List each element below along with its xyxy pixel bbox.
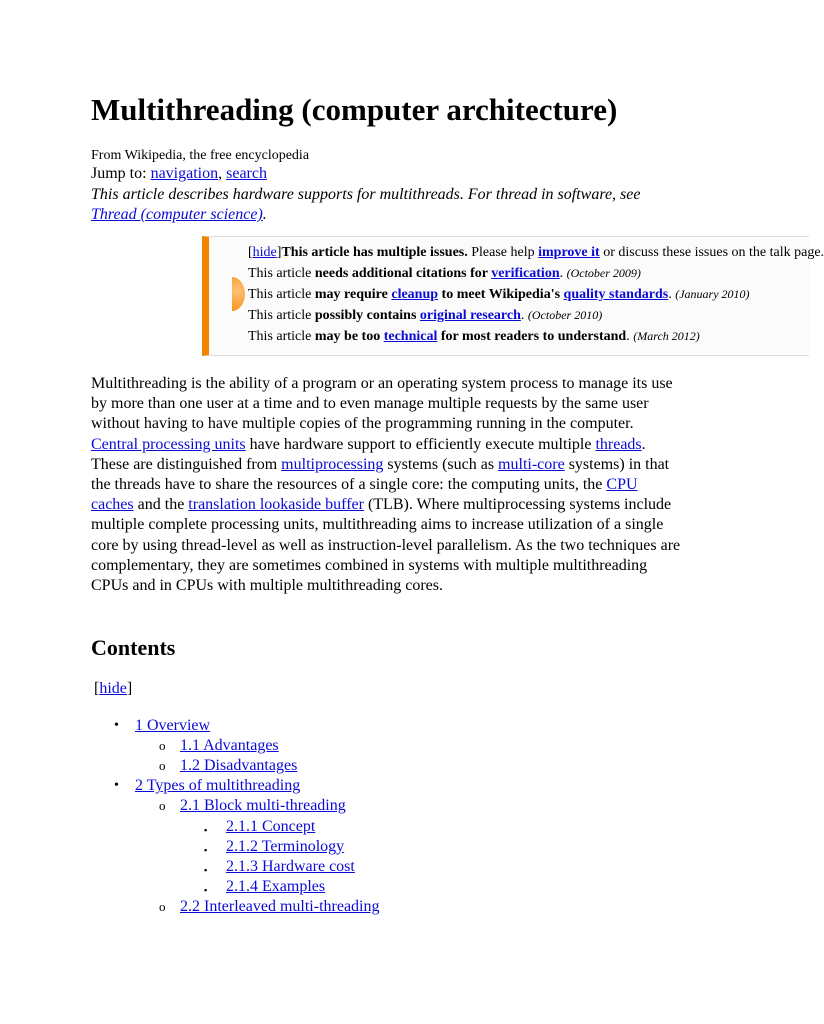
issue-post: .: [520, 308, 525, 323]
cpu-caches-link[interactable]: CPU caches: [91, 476, 638, 514]
toc-bullet: o: [159, 738, 166, 754]
issue-citations: [248, 263, 824, 284]
issue-date: (January 2010): [675, 287, 750, 301]
toc-bullet: o: [159, 758, 166, 774]
hatnote-text: This article describes hardware supports for multithreads. For thread in software, see: [91, 186, 641, 203]
toc-link[interactable]: 2.1.3 Hardware cost: [226, 857, 355, 875]
warning-icon: [219, 277, 245, 311]
intro-text: systems) in that the threads have to share the resources of a single core: the computing units, the: [91, 455, 670, 494]
contents-heading: Contents: [91, 635, 176, 660]
intro-text: systems (such as: [383, 455, 499, 473]
issue-post: .: [668, 287, 672, 302]
ambox-header: [hide]This article has multiple issues. Please help improve it or discuss these issues on the talk page.: [248, 245, 824, 260]
issue-bold-2: for most readers to understand: [437, 329, 627, 344]
toc-link[interactable]: 2 Types of multithreading: [135, 777, 301, 795]
toc-link[interactable]: 1.1 Advantages: [180, 737, 279, 755]
threads-link[interactable]: threads: [595, 435, 642, 453]
tlb-link[interactable]: translation lookaside buffer: [188, 496, 364, 514]
multi-core-link[interactable]: multi-core: [498, 455, 565, 473]
search-link[interactable]: search: [226, 165, 267, 182]
issue-pre: This article: [248, 266, 315, 281]
page-title: Multithreading (computer architecture): [91, 92, 618, 127]
toc-hide-link[interactable]: hide: [99, 680, 127, 697]
tagline: From Wikipedia, the free encyclopedia: [91, 148, 310, 163]
cleanup-link[interactable]: cleanup: [391, 287, 439, 302]
issue-pre: This article: [248, 329, 315, 344]
toc-bullet: o: [159, 798, 166, 814]
toc-bullet: o: [159, 898, 166, 914]
issue-date: (March 2012): [633, 329, 700, 343]
multiple-issues-box: [202, 236, 824, 356]
issue-original-research: [248, 305, 824, 326]
multiprocessing-link[interactable]: multiprocessing: [281, 455, 384, 473]
toc-bullet: ▪: [204, 864, 208, 875]
toc-link[interactable]: 1 Overview: [135, 717, 211, 734]
jump-separator: ,: [218, 165, 223, 182]
intro-text: (TLB). Where multiprocessing systems include multiple complete processing units, multithreading aims to increase utilization of a single core by using thread-level as well as instruction-level parallelism. As the two techniques are complementary, they are sometimes combined in systems with multiple multithreading CPUs and in CPUs with multiple multithreading cores.: [91, 496, 681, 595]
thread-software-link[interactable]: Thread (computer science): [91, 206, 263, 223]
issue-bold: needs additional citations for: [314, 266, 492, 281]
ambox-text: Please help: [467, 245, 539, 260]
issue-pre: This article: [248, 287, 315, 302]
jump-to-line: [91, 164, 267, 183]
issue-bold-2: to meet Wikipedia's: [438, 287, 564, 302]
toc-link[interactable]: 2.1.4 Examples: [226, 877, 326, 895]
toc-bullet: ▪: [204, 884, 208, 895]
toc-link[interactable]: 1.2 Disadvantages: [180, 757, 298, 775]
bracket-open: [: [94, 680, 100, 697]
ambox-lead: This article has multiple issues.: [281, 245, 468, 260]
ambox-hide-link[interactable]: hide: [252, 245, 277, 260]
hatnote-end: .: [262, 206, 267, 223]
issue-cleanup: [248, 284, 824, 305]
cpu-link[interactable]: Central processing units: [91, 435, 246, 453]
issue-bold: may be too: [314, 329, 384, 344]
ambox-text-2: or discuss these issues on the talk page.: [599, 245, 824, 260]
toc-bullet: ▪: [204, 824, 208, 835]
intro-text: have hardware support to efficiently execute multiple: [245, 435, 596, 453]
issue-date: (October 2009): [566, 266, 641, 280]
quality-standards-link[interactable]: quality standards: [563, 287, 669, 302]
navigation-link[interactable]: navigation: [150, 165, 219, 182]
issue-pre: This article: [248, 308, 315, 323]
technical-link[interactable]: technical: [383, 329, 438, 344]
toc-bullet: ▪: [204, 844, 208, 855]
issue-post: .: [559, 266, 564, 281]
bracket-close: ]: [126, 680, 133, 697]
intro-text: and the: [133, 496, 189, 514]
jump-to-label: Jump to:: [91, 165, 147, 182]
toc-hide-toggle: [94, 679, 132, 699]
issue-technical: [248, 326, 824, 347]
issue-post: .: [626, 329, 630, 344]
issue-bold: may require: [314, 287, 392, 302]
intro-text: . These are distinguished from: [91, 435, 646, 473]
verification-link[interactable]: verification: [491, 266, 560, 281]
toc-bullet: •: [114, 778, 119, 794]
toc-link[interactable]: 2.1 Block multi-threading: [180, 797, 346, 815]
hatnote: [91, 185, 671, 225]
intro-text: Multithreading is the ability of a program or an operating system process to manage its use by more than one user at a time and to even manage multiple requests by the same user without having to have multiple copies of the programming running in the computer.: [91, 375, 673, 433]
issue-date: (October 2010): [527, 308, 603, 322]
intro-paragraph: [91, 374, 681, 596]
toc-link[interactable]: 2.1.2 Terminology: [226, 837, 345, 855]
improve-it-link[interactable]: improve it: [538, 245, 600, 260]
toc-bullet: •: [114, 718, 119, 733]
toc-link[interactable]: 2.1.1 Concept: [226, 817, 316, 835]
issue-bold: possibly contains: [314, 308, 420, 323]
original-research-link[interactable]: original research: [419, 308, 521, 323]
toc-link[interactable]: 2.2 Interleaved multi-threading: [180, 897, 380, 915]
